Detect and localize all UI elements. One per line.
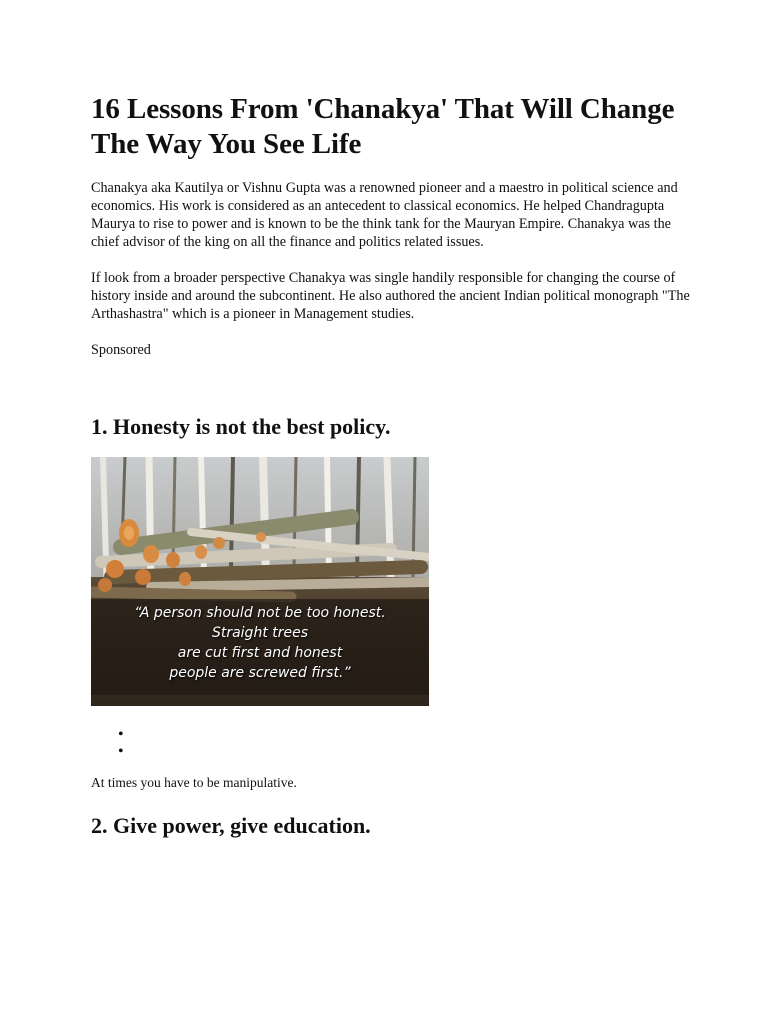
intro-paragraph-1: Chanakya aka Kautilya or Vishnu Gupta was a renowned pioneer and a maestro in political science and economics. His work is considered as an antecedent to classical economics. He helped Chandragupta Maurya to rise to power and is known to be the think tank for the Mauryan Empire. Chanakya was the chief advisor of the king on all the finance and politics related issues. (91, 180, 678, 250)
bullet-item: • (118, 726, 124, 743)
lesson-2-heading: 2. Give power, give education. (91, 813, 371, 838)
quote-text (91, 603, 429, 683)
lesson-1-heading: 1. Honesty is not the best policy. (91, 414, 391, 439)
lesson-1-text: At times you have to be manipulative. (91, 775, 297, 790)
bullet-list (91, 726, 691, 760)
sponsored-label: Sponsored (91, 342, 151, 358)
lesson-1-quote-image (91, 457, 429, 706)
quote-line: “A person should not be too honest. (134, 605, 386, 621)
quote-line: are cut first and honest (177, 645, 343, 661)
quote-line: people are screwed first.” (169, 665, 351, 681)
article-title: 16 Lessons From 'Chanakya' That Will Change The Way You See Life (91, 93, 675, 160)
quote-line: Straight trees (211, 625, 309, 641)
bullet-item: • (118, 743, 124, 760)
article (91, 92, 691, 856)
intro-paragraph-2: If look from a broader perspective Chanakya was single handily responsible for changing the course of history inside and around the subcontinent. He also authored the ancient Indian political monograph "The Arthashastra" which is a pioneer in Management studies. (91, 270, 690, 322)
